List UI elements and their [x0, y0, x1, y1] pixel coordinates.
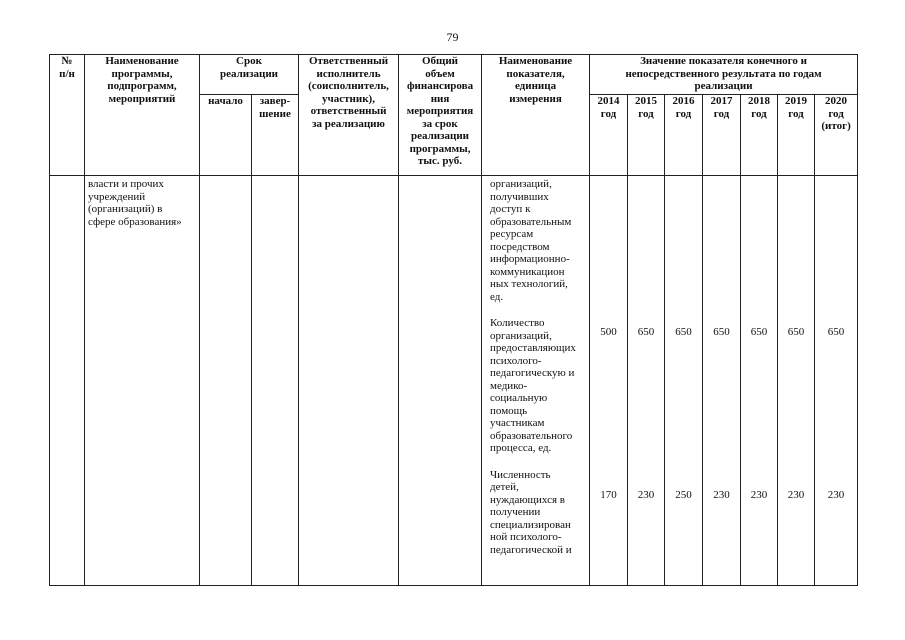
col-header-year-2014: 2014 год	[590, 95, 628, 176]
cell-year-2015	[628, 176, 665, 586]
col-header-name: Наименование программы, подпрограмм, мероприятий	[85, 55, 200, 176]
value-2017-row3: 230	[713, 488, 730, 501]
value-2014-row2: 500	[600, 326, 617, 338]
value-2016-row2: 650	[675, 326, 692, 338]
col-header-indicator: Наименование показателя, единица измерения	[482, 55, 590, 176]
cell-num	[50, 176, 85, 586]
col-header-responsible: Ответственный исполнитель (соисполнитель, участник), ответственный за реализацию	[299, 55, 399, 176]
cell-year-2019	[778, 176, 815, 586]
cell-term-start	[200, 176, 252, 586]
value-2018-row3: 230	[750, 488, 768, 501]
value-2014-row3: 170	[600, 488, 617, 501]
cell-year-2020	[815, 176, 858, 586]
cell-year-2018	[741, 176, 778, 586]
col-header-values: Значение показателя конечного и непосредственного результата по годам реализации	[590, 55, 858, 95]
indicator-text: Численность детей, нуждающихся в получении специализирован ной психолого- педагогической и	[490, 468, 572, 556]
col-header-year-2018: 2018 год	[741, 95, 778, 176]
cell-responsible	[299, 176, 399, 586]
value-2019-row2: 650	[787, 326, 805, 338]
indicator-text: Количество организаций, предоставляющих психолого- педагогическую и медико- социальную помощь участникам образовательного процесса, ед.	[490, 317, 576, 454]
cell-program-name: власти и прочих учреждений (организаций) в сфере образования»	[85, 176, 200, 586]
header-row	[50, 55, 858, 95]
value-2016-row3: 250	[675, 488, 692, 501]
cell-year-2014	[590, 176, 628, 586]
table-row	[50, 176, 858, 586]
col-header-year-2020: 2020 год (итог)	[815, 95, 858, 176]
cell-term-end	[252, 176, 299, 586]
value-2020-row2: 650	[827, 326, 845, 338]
col-header-year-2019: 2019 год	[778, 95, 815, 176]
value-2015-row2: 650	[637, 326, 655, 338]
value-2019-row3: 230	[787, 488, 805, 501]
value-2017-row2: 650	[713, 326, 730, 338]
col-header-year-2017: 2017 год	[703, 95, 741, 176]
page-number: 79	[446, 30, 459, 44]
cell-finance	[399, 176, 482, 586]
program-table	[49, 54, 858, 586]
indicator-text: организаций, получивших доступ к образовательным ресурсам посредством информационно- коммуникацион ных технологий, ед.	[490, 178, 572, 303]
value-2020-row3: 230	[827, 488, 845, 501]
col-header-term-start: начало	[200, 95, 252, 176]
col-header-term-end: завер- шение	[252, 95, 299, 176]
col-header-year-2016: 2016 год	[665, 95, 703, 176]
value-2015-row3: 230	[637, 488, 655, 501]
cell-indicators	[482, 176, 590, 586]
cell-year-2017	[703, 176, 741, 586]
col-header-term: Срок реализации	[200, 55, 299, 95]
cell-year-2016	[665, 176, 703, 586]
value-2018-row2: 650	[750, 326, 768, 338]
col-header-finance: Общий объем финансирова ния мероприятия за срок реализации программы, тыс. руб.	[399, 55, 482, 176]
col-header-year-2015: 2015 год	[628, 95, 665, 176]
col-header-num: № п/н	[50, 55, 85, 176]
